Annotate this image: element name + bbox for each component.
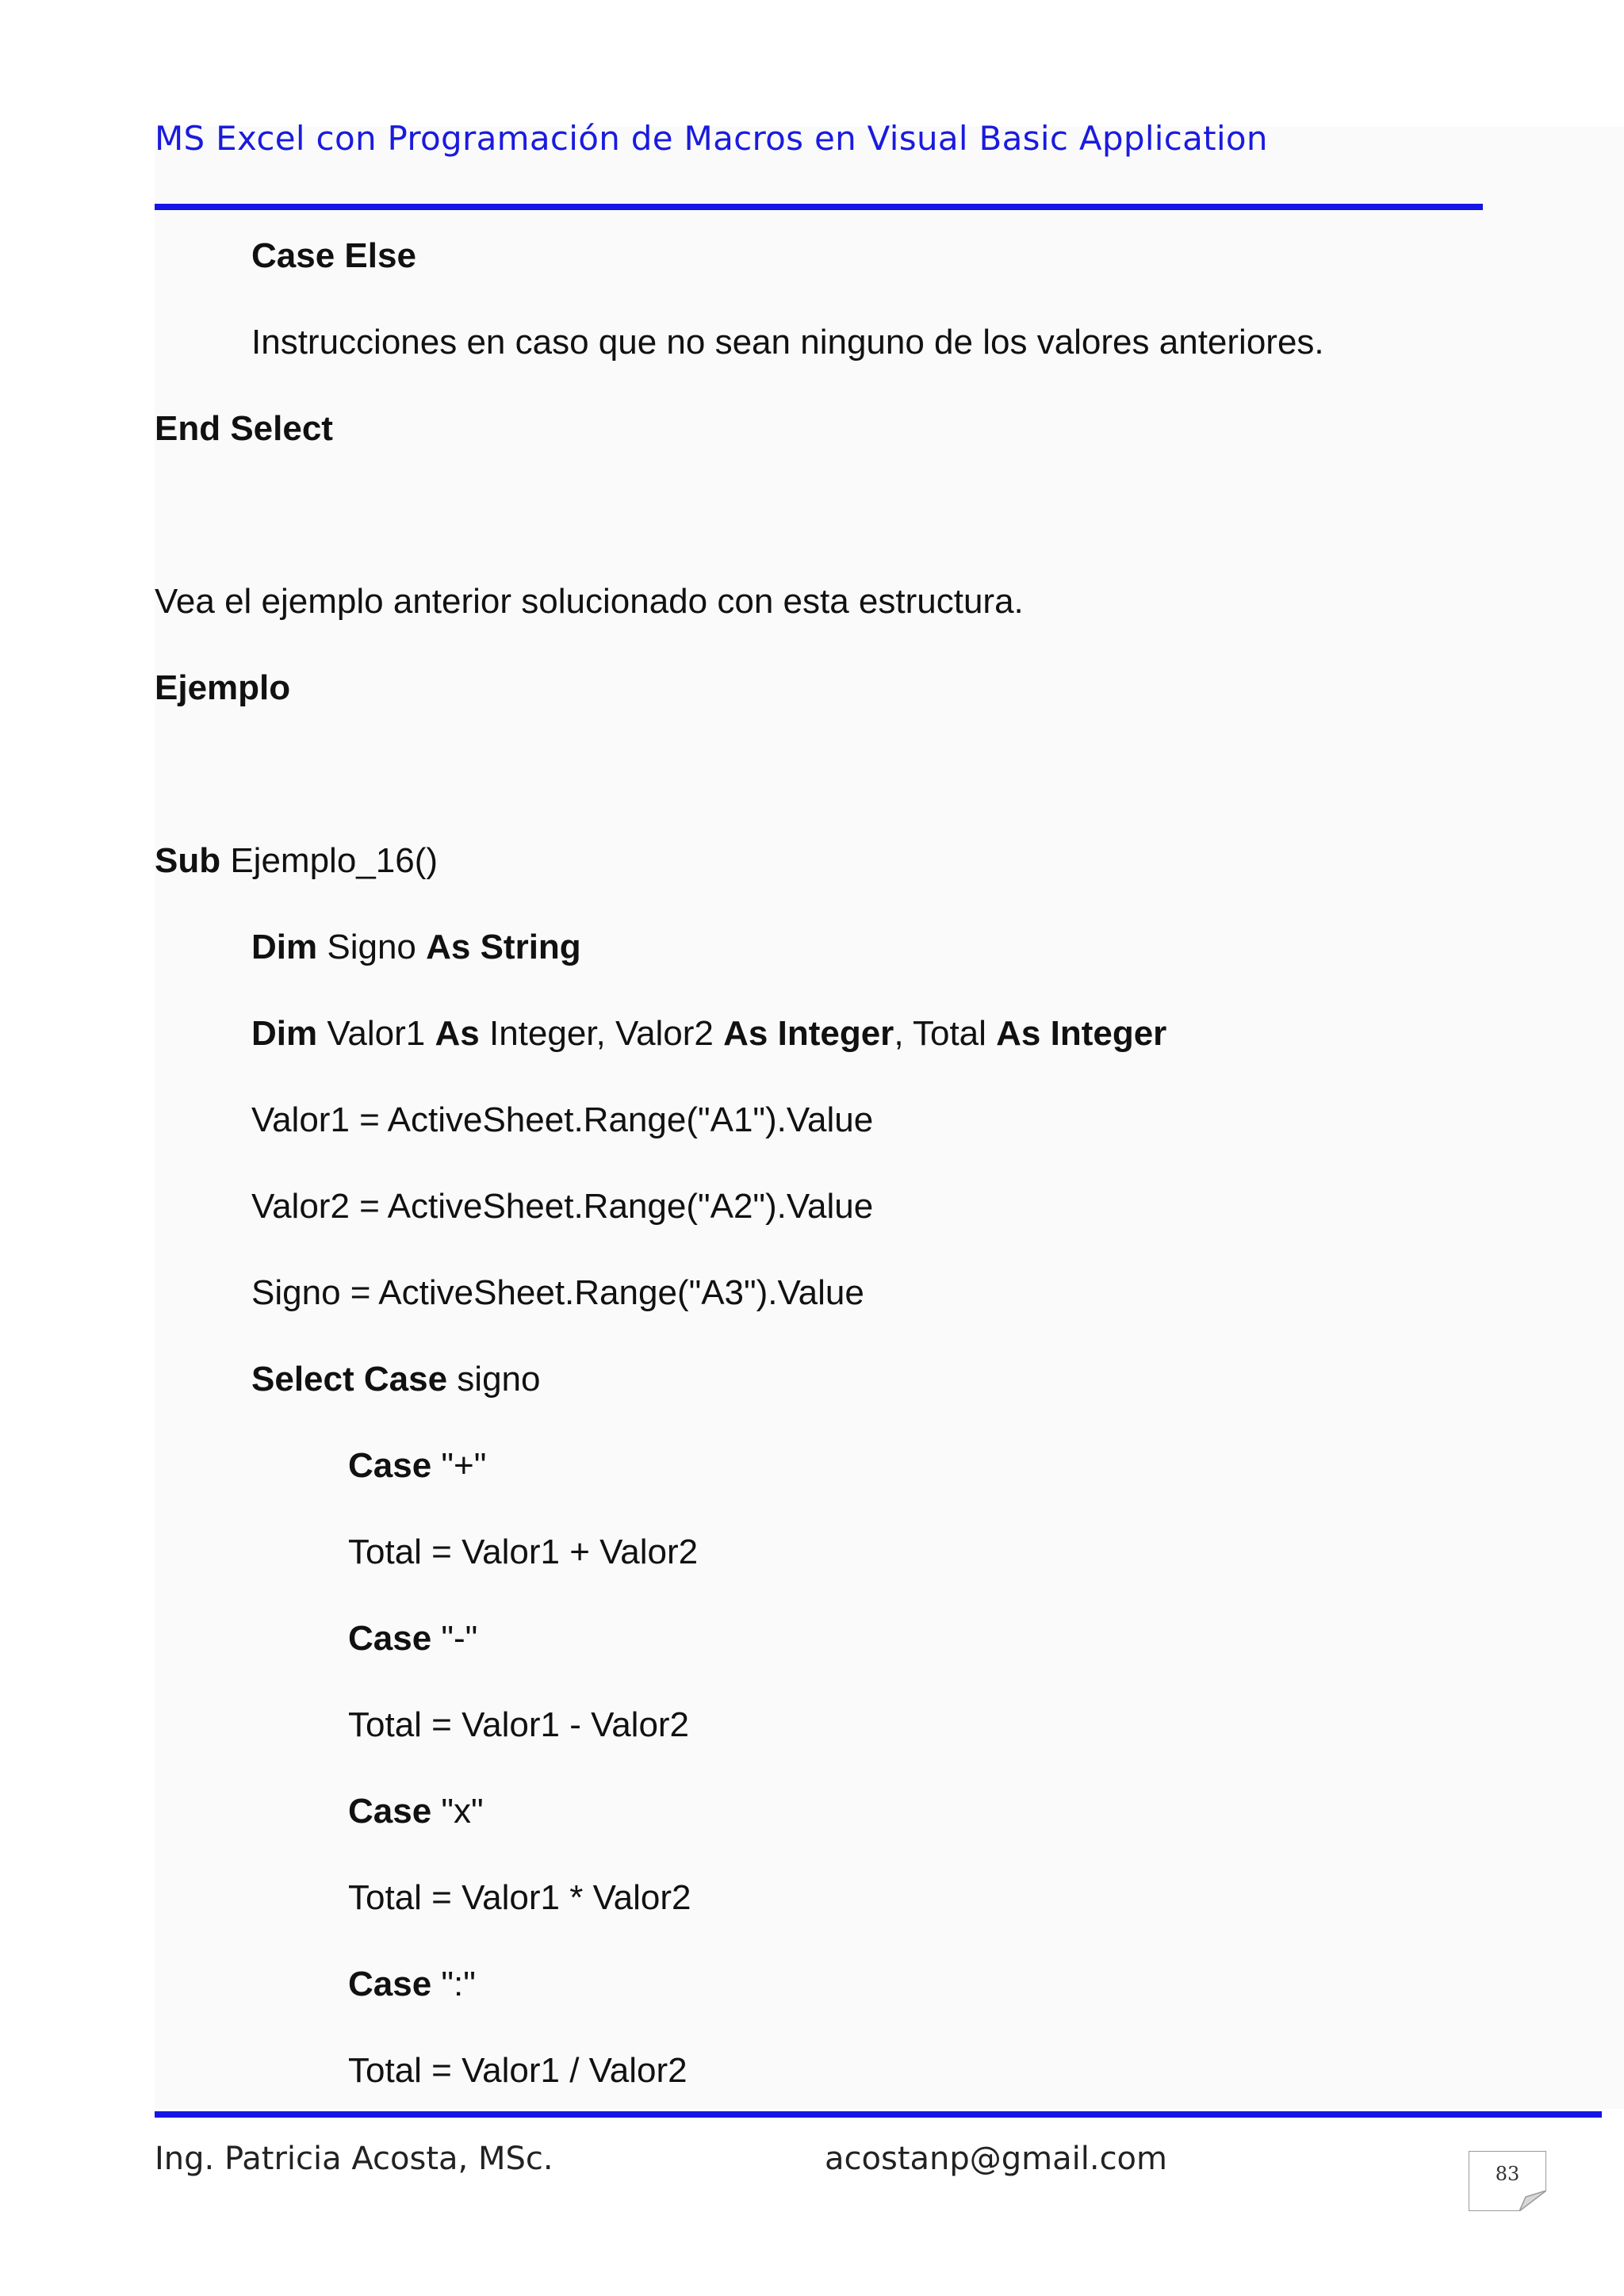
code-line-total-sum: Total = Valor1 + Valor2: [348, 1533, 699, 1571]
code-line-sub: Sub Ejemplo_16(): [155, 841, 439, 880]
code-line-case-colon: Case ":": [348, 1965, 476, 2003]
page-number-box: [1469, 2151, 1546, 2211]
code-line-valor2: Valor2 = ActiveSheet.Range("A2").Value: [251, 1187, 874, 1226]
code-line-total-mul: Total = Valor1 * Valor2: [348, 1878, 691, 1917]
code-line-signo: Signo = ActiveSheet.Range("A3").Value: [251, 1273, 864, 1312]
case-else-keyword: Case Else: [251, 236, 416, 275]
code-line-valor1: Valor1 = ActiveSheet.Range("A1").Value: [251, 1100, 874, 1139]
page-number: 83: [1495, 2163, 1520, 2185]
code-line-case-x: Case "x": [348, 1792, 484, 1831]
header-title: MS Excel con Programación de Macros en Visual Basic Application: [155, 119, 1268, 158]
code-line-select-case: Select Case signo: [251, 1360, 541, 1399]
code-line-total-sub: Total = Valor1 - Valor2: [348, 1705, 690, 1744]
code-line-case-plus: Case "+": [348, 1446, 487, 1485]
footer-author: Ing. Patricia Acosta, MSc.: [155, 2141, 553, 2177]
code-line-dim-valores: Dim Valor1 As Integer, Valor2 As Integer, Total As Integer: [251, 1014, 1167, 1053]
case-else-description: Instrucciones en caso que no sean ninguno de los valores anteriores.: [251, 323, 1324, 362]
code-line-dim-signo: Dim Signo As String: [251, 928, 581, 966]
code-line-case-minus: Case "-": [348, 1619, 478, 1658]
header-rule: [155, 204, 1483, 210]
footer-email: acostanp@gmail.com: [825, 2141, 1167, 2177]
example-heading: Ejemplo: [155, 668, 291, 707]
end-select-keyword: End Select: [155, 409, 333, 448]
intro-paragraph: Vea el ejemplo anterior solucionado con esta estructura.: [155, 582, 1024, 621]
code-line-total-div: Total = Valor1 / Valor2: [348, 2051, 688, 2090]
page-curl-icon: [1519, 2191, 1546, 2211]
footer-rule: [155, 2111, 1602, 2118]
